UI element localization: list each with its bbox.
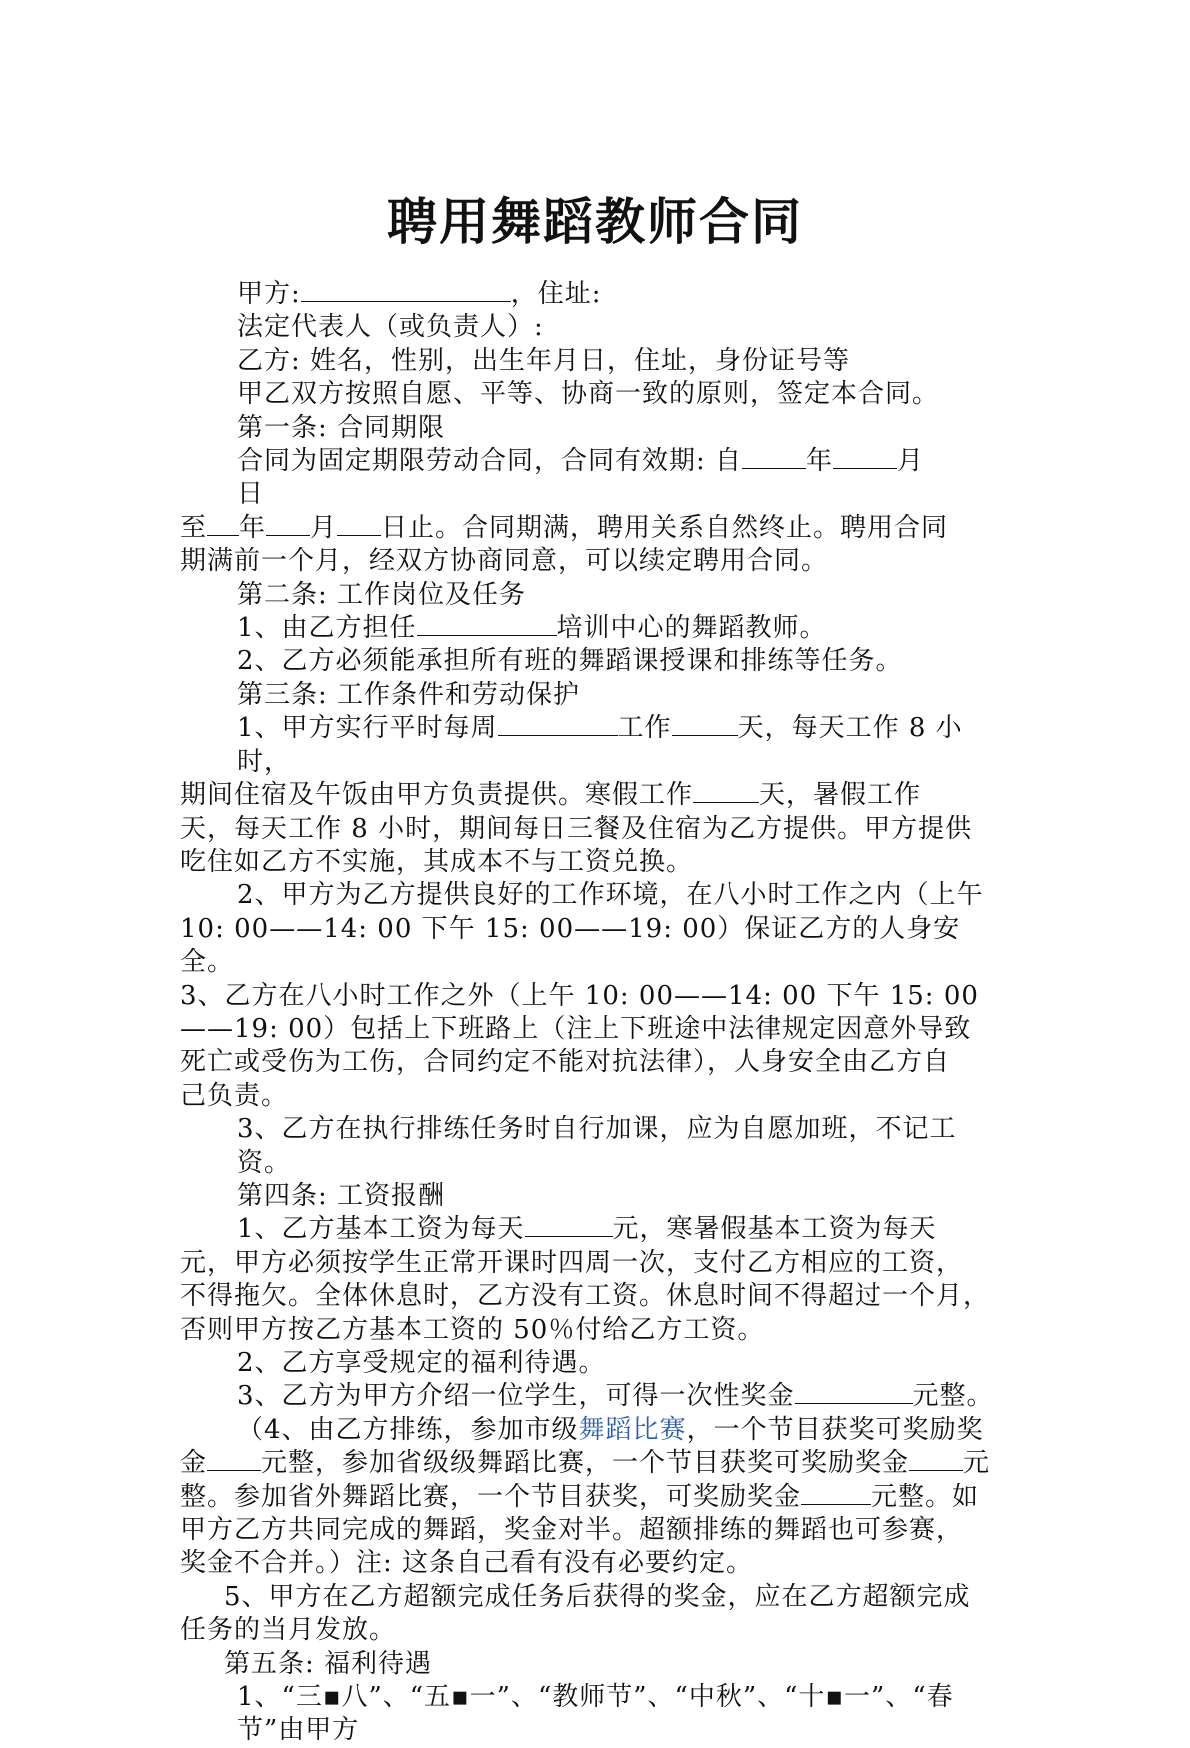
holiday-line — [180, 779, 1010, 812]
text: 年 — [806, 446, 834, 477]
article-4-heading: 第四条: 工资报酬 — [237, 1180, 446, 1211]
blank-field — [672, 713, 738, 736]
text: 至 — [180, 512, 208, 543]
party-a-line — [180, 278, 1010, 311]
bonus-line — [180, 1380, 1010, 1413]
blank-field — [301, 279, 511, 302]
text-line: 不得拖欠。全体休息时，乙方没有工资。休息时间不得超过一个月， — [180, 1281, 991, 1312]
blank-field — [498, 713, 618, 736]
text-line: 10: 00——14: 00 下午 15: 00——19: 00）保证乙方的人身安全。 — [180, 913, 961, 978]
text: 元，寒暑假基本工资为每天 — [612, 1214, 937, 1245]
text-line: 任务的当月发放。 — [180, 1615, 397, 1646]
text: ，住址: — [510, 279, 602, 309]
text-line: 2、乙方享受规定的福利待遇。 — [237, 1348, 606, 1378]
text: 天，每天工作 8 小时， — [237, 713, 963, 777]
text: 期间住宿及午饭由甲方负责提供。寒假工作 — [180, 780, 694, 811]
text: 金 — [180, 1448, 208, 1479]
competition-line-3 — [180, 1481, 1010, 1514]
text: 1、乙方基本工资为每天 — [237, 1214, 525, 1245]
text: 培训中心的舞蹈教师。 — [556, 613, 827, 644]
blank-field — [795, 1381, 913, 1404]
text: 元整。如 — [871, 1481, 980, 1512]
text-line: ——19: 00）包括上下班路上（注上下班途中法律规定因意外导致 — [180, 1013, 972, 1044]
article-2-heading: 第二条: 工作岗位及任务 — [237, 579, 527, 610]
text-line: 吃住如乙方不实施，其成本不与工资兑换。 — [180, 846, 694, 877]
party-b-line: 乙方: 姓名，性别，出生年月日，住址，身份证号等 — [237, 345, 851, 376]
term-end-line — [180, 512, 1010, 545]
blank-field — [693, 780, 759, 803]
text-line: 奖金不合并。）注: 这条自己看有没有必要约定。 — [180, 1548, 754, 1579]
work-week-line — [180, 712, 1010, 779]
blank-field — [742, 446, 806, 469]
blank-field — [266, 513, 310, 536]
text-line: 天，每天工作 8 小时，期间每日三餐及住宿为乙方提供。甲方提供 — [180, 813, 973, 844]
text: ，一个节目获奖可奖励奖 — [686, 1414, 984, 1445]
blank-field — [417, 613, 557, 636]
text: 月 — [897, 446, 925, 477]
text: 合同为固定期限劳动合同，合同有效期: 自 — [237, 446, 743, 477]
text-line: 死亡或受伤为工伤，合同约定不能对抗法律），人身安全由乙方自 — [180, 1047, 951, 1078]
blank-field — [525, 1214, 613, 1237]
text-line: 2、甲方为乙方提供良好的工作环境，在八小时工作之内（上午 — [237, 880, 984, 911]
text: 天，暑假工作 — [759, 780, 922, 811]
text-line: 2、乙方必须能承担所有班的舞蹈课授课和排练等任务。 — [237, 646, 903, 677]
contract-body — [180, 278, 1010, 1748]
text-line: 5、甲方在乙方超额完成任务后获得的奖金，应在乙方超额完成 — [224, 1581, 971, 1612]
text-line: 甲方乙方共同完成的舞蹈，奖金对半。超额排练的舞蹈也可参赛， — [180, 1515, 964, 1546]
text: 元 — [963, 1448, 991, 1479]
competition-line-2 — [180, 1447, 1010, 1480]
text: 整。参加省外舞蹈比赛，一个节目获奖，可奖励奖金 — [180, 1481, 802, 1512]
text: 日止。合同期满，聘用关系自然终止。聘用合同 — [381, 512, 949, 543]
representative-line: 法定代表人（或负责人）: — [237, 312, 544, 343]
text: 工作 — [617, 713, 672, 744]
text-line: 1、“三▪八”、“五▪一”、“教师节”、“中秋”、“十▪一”、“春节”由甲方 — [237, 1682, 954, 1746]
blank-field — [207, 513, 239, 536]
text: 月 — [310, 512, 338, 543]
blank-field — [337, 513, 381, 536]
text: 3、乙方为甲方介绍一位学生，可得一次性奖金 — [237, 1381, 795, 1412]
text-line: 日 — [237, 479, 265, 510]
text: 甲方: — [237, 279, 301, 309]
text-line: 元，甲方必须按学生正常开课时四周一次，支付乙方相应的工资， — [180, 1247, 964, 1278]
article-5-heading: 第五条: 福利待遇 — [224, 1648, 433, 1679]
competition-line — [180, 1414, 1010, 1447]
position-line — [180, 612, 1010, 645]
article-1-heading: 第一条: 合同期限 — [237, 412, 446, 443]
document-title: 聘用舞蹈教师合同 — [387, 193, 803, 251]
text: 元整。 — [912, 1381, 994, 1412]
dance-competition-link[interactable]: 舞蹈比赛 — [578, 1414, 687, 1445]
text: 1、由乙方担任 — [237, 613, 417, 644]
blank-field — [207, 1448, 261, 1471]
principle-line: 甲乙双方按照自愿、平等、协商一致的原则，签定本合同。 — [237, 379, 940, 410]
text-line: 否则甲方按乙方基本工资的 50％付给乙方工资。 — [180, 1314, 765, 1345]
text: 1、甲方实行平时每周 — [237, 713, 498, 744]
text-line: 3、乙方在执行排练任务时自行加课，应为自愿加班，不记工资。 — [237, 1114, 957, 1178]
text-line: 3、乙方在八小时工作之外（上午 10: 00——14: 00 下午 15: 00 — [180, 980, 979, 1011]
text: （4、由乙方排练，参加市级 — [237, 1414, 579, 1445]
text: 年 — [239, 512, 267, 543]
blank-field — [833, 446, 897, 469]
term-line — [180, 445, 1010, 478]
text-line: 期满前一个月，经双方协商同意，可以续定聘用合同。 — [180, 546, 829, 577]
blank-field — [801, 1482, 871, 1505]
text: 元整，参加省级级舞蹈比赛，一个节目获奖可奖励奖金 — [261, 1448, 910, 1479]
salary-line — [180, 1213, 1010, 1246]
text-line: 己负责。 — [180, 1080, 289, 1111]
blank-field — [909, 1448, 963, 1471]
article-3-heading: 第三条: 工作条件和劳动保护 — [237, 679, 581, 710]
